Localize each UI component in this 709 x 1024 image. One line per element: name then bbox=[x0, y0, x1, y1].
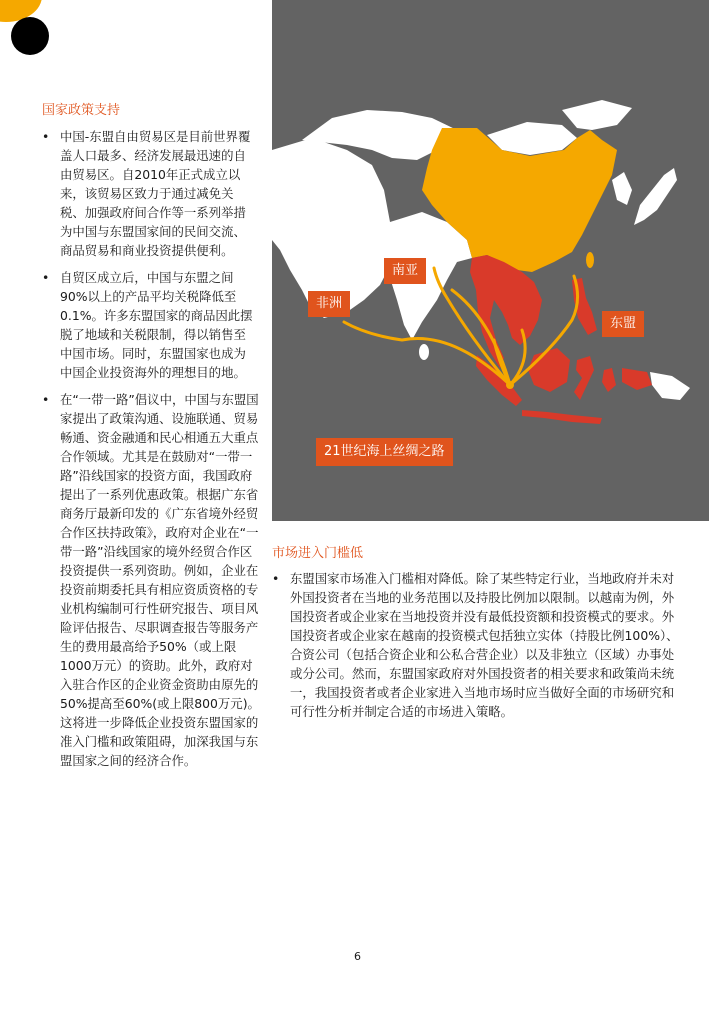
market-bullet-1: • 东盟国家市场准入门槛相对降低。除了某些特定行业，当地政府并未对外国投资者在当地的业务范围以及持股比例加以限制。以越南为例，外国投资者或企业家在当地投资并没有最低投资额和投资模式的要求。外国投资者或企业家在越南的投资模式包括独立实体（持股比例100%）、合资公司（包括合资企业和公私合营企业）以及非独立（区域）办事处或分公司。然而，东盟国家政府对外国投资者的相关要求和政策尚未统一，我国投资者或者企业家进入当地市场时应当做好全面的市场研究和可行性分析并制定合适的市场进入策略。 bbox=[272, 569, 682, 721]
map-land-russia-east bbox=[562, 100, 632, 130]
label-asean: 东盟 bbox=[602, 311, 644, 337]
policy-bullet-3: • 在“一带一路”倡议中，中国与东盟国家提出了政策沟通、设施联通、贸易畅通、资金融通和民心相通五大重点合作领域。尤其是在鼓励对“一带一路”沿线国家的投资方面，我国政府提出了一系列优惠政策。根据广东省商务厅最新印发的《广东省境外经贸合作区扶持政策》，政府对企业在“一带一路”沿线国家的境外经贸合作区投资提供一系列资助。例如，企业在投资前期委托具有相应资质资格的专业机构编制可行性研究报告、项目风险评估报告、尽职调查报告等服务产生的费用最高给予50%（或上限1000万元）的资助。此外，政府对入驻合作区的企业资金资助由原先的50%提高至60%(或上限800万元)。这将进一步降低企业投资东盟国家的准入门槛和政策阻碍，加深我国与东盟国家之间的经济合作。 bbox=[42, 390, 260, 770]
map-land-taiwan bbox=[586, 252, 594, 268]
route-hub bbox=[506, 381, 514, 389]
page-number: 6 bbox=[354, 950, 361, 963]
heading-national-policy: 国家政策支持 bbox=[42, 103, 121, 118]
map-land-korea bbox=[612, 172, 632, 205]
map-land-java bbox=[522, 410, 602, 424]
label-africa: 非洲 bbox=[308, 291, 350, 317]
map-land-maluku bbox=[602, 368, 616, 392]
map-land-indochina bbox=[470, 255, 542, 368]
asia-map-panel bbox=[272, 0, 709, 521]
corner-decoration-black bbox=[11, 17, 49, 55]
label-south-asia: 南亚 bbox=[384, 258, 426, 284]
policy-bullet-1: • 中国-东盟自由贸易区是目前世界覆盖人口最多、经济发展最迅速的自由贸易区。自2010年正式成立以来，该贸易区致力于通过减免关税、加强政府间合作等一系列举措为中国与东盟国家间的民间交流、商品贸易和商业投资提供便利。 bbox=[42, 127, 257, 260]
policy-bullet-2: • 自贸区成立后，中国与东盟之间90%以上的产品平均关税降低至0.1%。许多东盟国家的商品因此摆脱了地域和关税限制，得以销售至中国市场。同时，东盟国家也成为中国企业投资海外的理想目的地。 bbox=[42, 268, 257, 382]
market-bullet-list bbox=[272, 569, 682, 729]
map-land-japan bbox=[634, 168, 677, 225]
heading-market-entry: 市场进入门槛低 bbox=[272, 546, 364, 561]
map-land-borneo bbox=[528, 348, 570, 392]
map-land-sri-lanka bbox=[419, 344, 429, 360]
map-land-png bbox=[650, 372, 690, 400]
policy-bullet-list bbox=[42, 127, 260, 778]
map-land-sulawesi bbox=[574, 356, 594, 400]
map-land-new-guinea bbox=[622, 368, 652, 390]
label-maritime-silk-road: 21世纪海上丝绸之路 bbox=[316, 438, 453, 466]
